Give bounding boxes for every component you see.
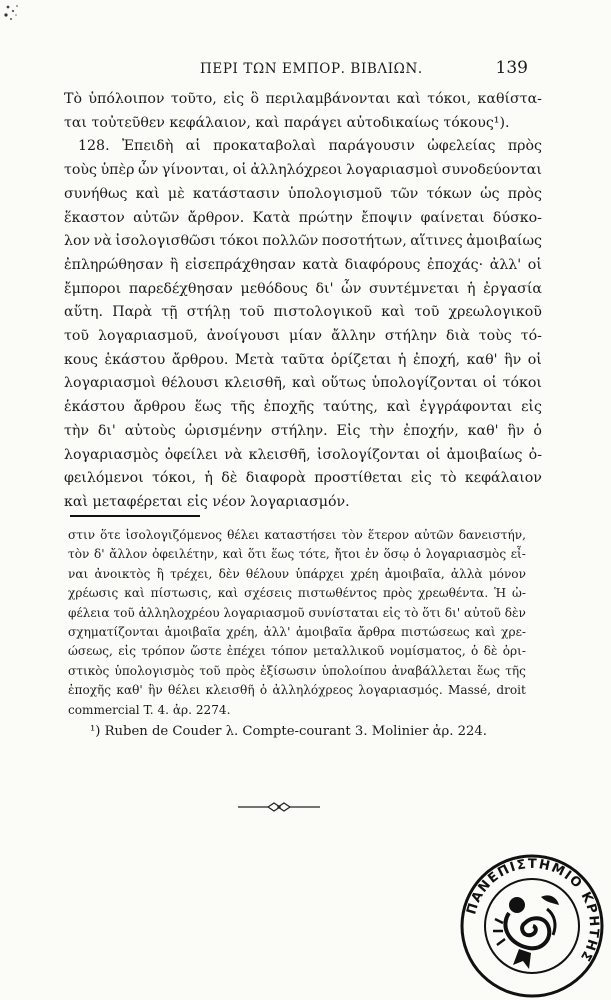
footnote-line: [68, 584, 526, 603]
text-line: [64, 420, 542, 444]
word: τοῦ: [239, 304, 265, 321]
word: Μετὰ: [234, 351, 275, 368]
word: αὐτῶν: [133, 209, 180, 226]
word: κεφάλαιον: [464, 470, 542, 487]
word: διαφορὰ: [245, 470, 306, 487]
word: ἄρθρα: [357, 625, 396, 640]
word: διαφόρους: [344, 256, 421, 273]
word: ὥστε: [190, 644, 222, 659]
word: καὶ: [381, 304, 406, 321]
word: δι': [97, 422, 116, 439]
word: ὡς: [480, 185, 500, 202]
word: τόκοι,: [152, 470, 196, 487]
footnote-line: [68, 642, 526, 661]
word: σχέσεις: [244, 586, 292, 601]
word: αὕτη.: [64, 304, 104, 321]
word: ἐποχή,: [412, 351, 461, 368]
word: εἰς: [382, 605, 401, 620]
word: μεθόδους: [240, 280, 308, 297]
word: λογαριασμοῦ,: [98, 328, 198, 345]
word: ἢ: [169, 256, 179, 273]
footnote-line: [68, 545, 526, 564]
word: καὶ: [217, 586, 239, 601]
word: καταστήσει: [264, 528, 337, 542]
word: ἀνοικτὸς: [94, 566, 151, 581]
word: νομίσματος,: [389, 644, 466, 659]
word: ἀμοιβαῖα: [295, 625, 353, 640]
word: τόκοι: [502, 375, 542, 392]
page-speck-mark: [2, 2, 24, 26]
word: οἱ: [426, 446, 441, 463]
text-line: [64, 372, 542, 396]
word: ἐποχήν,: [403, 422, 459, 439]
word: ὁρι-: [502, 644, 526, 659]
word: δὲ: [221, 470, 238, 487]
word: ὑπάρχει: [295, 566, 345, 581]
word: εἰς: [223, 91, 245, 107]
word: ἀλληλόχρεος: [272, 683, 353, 698]
word: ὅτι: [422, 605, 441, 620]
word: τῶν: [390, 185, 419, 202]
word: ἰσολογιζόμενος: [125, 528, 223, 542]
word: πρὸς: [507, 138, 542, 155]
word: εἰς: [410, 470, 432, 487]
word: φαίνεται: [420, 209, 485, 226]
text-line: [64, 88, 542, 112]
footnote-1: ¹) Ruben de Couder λ. Compte-courant 3. Molinier ἀρ. 224.: [90, 724, 487, 740]
word: κατὰ: [302, 256, 339, 273]
word: χρέωσις: [68, 586, 119, 601]
word: ἐν: [365, 547, 379, 562]
word: πολλῶν: [262, 233, 319, 250]
word: τοῦ: [64, 328, 90, 345]
word: ἀναβάλλεται: [391, 663, 472, 678]
word: οἱ: [482, 375, 498, 392]
word: ταῦτα: [280, 351, 325, 368]
word: ἰσολογίζονται: [316, 446, 421, 463]
word: συντέμνεται: [369, 280, 460, 297]
word: νὰ: [93, 233, 112, 250]
word: ἀμοιβαῖα,: [384, 566, 445, 581]
footnote-rule: [70, 515, 200, 517]
word: τοῦτο,: [170, 91, 217, 107]
word: τόπον: [271, 644, 308, 659]
text-line: [64, 254, 542, 278]
word: λογαριασμοὶ: [346, 162, 439, 179]
word: τοῦ: [199, 663, 221, 678]
word: ἕως: [194, 399, 222, 416]
word: στήλην: [384, 328, 437, 345]
word: Ἡ: [494, 586, 507, 601]
word: συνοδεύονται: [441, 162, 542, 179]
word: πρὸς: [507, 185, 542, 202]
word: χρέη: [350, 566, 379, 581]
word: πιστώσεως: [400, 625, 470, 640]
word: ἣν: [507, 422, 525, 439]
word: μεταλλικοῦ: [312, 644, 385, 659]
svg-text:ΠΑΝΕΠΙΣΤΗΜΙΟ ΚΡΗΤΗΣ: ΠΑΝΕΠΙΣΤΗΜΙΟ ΚΡΗΤΗΣ: [464, 856, 602, 965]
word: ἕως: [271, 547, 295, 562]
word: οἱ: [232, 162, 247, 179]
word: τὸν: [341, 528, 363, 542]
footnotes: [68, 526, 526, 741]
word: ὃ: [250, 91, 260, 107]
word: θέλουσι: [161, 375, 219, 392]
word: ἀνοίγουσι: [206, 328, 280, 345]
word: ἀλλ': [263, 625, 291, 640]
word: τῆς: [230, 399, 255, 416]
word: καθ': [466, 351, 498, 368]
word: ὑπολοίπου: [321, 663, 387, 678]
word: ὑπολογίζονται: [371, 375, 478, 392]
text-line: [64, 183, 542, 207]
word: πίστωσις,: [150, 586, 212, 601]
word: ἐποχάς·: [427, 256, 484, 273]
word: κατάστασιν: [192, 185, 280, 202]
word: κους: [64, 351, 98, 368]
word: καὶ: [135, 185, 160, 202]
word: ὅτε: [100, 528, 121, 542]
footnote-line: [68, 681, 526, 700]
word: φειλόμενοι: [64, 470, 144, 487]
word: τρόπον: [141, 644, 185, 659]
word: ἤτοι: [334, 547, 361, 562]
word: χρε-: [501, 625, 526, 640]
word: ἐξίσωσιν: [260, 663, 317, 678]
text-line: [64, 135, 542, 159]
section-end-ornament: [238, 800, 320, 814]
word: νὰ: [224, 446, 243, 463]
footnote-line: [68, 604, 526, 623]
word: τοὺς: [478, 328, 512, 345]
word: ἀλλ': [489, 256, 522, 273]
word: πιστωθέντος: [297, 586, 378, 601]
word: ἣν: [148, 683, 163, 698]
word: τόκοι,: [427, 91, 472, 107]
word: εἰς: [118, 644, 136, 659]
word: ἡ: [204, 470, 213, 487]
word: τότε,: [298, 547, 330, 562]
word: κλεισθῆ,: [224, 375, 287, 392]
word: Παρὰ: [112, 304, 153, 321]
word: αἵτινες: [410, 233, 463, 250]
word: γίνονται,: [161, 162, 230, 179]
page-number: 139: [495, 58, 528, 78]
word: Κατὰ: [252, 209, 291, 226]
word: ὁ: [259, 683, 268, 698]
word: ἕτερον: [367, 528, 410, 542]
word: μὲ: [167, 185, 185, 202]
word: ἡ: [466, 280, 476, 297]
word: κλεισθῆ,: [248, 446, 311, 463]
word: ἐγγράφονται: [419, 399, 513, 416]
word: ὡρισμένην: [184, 422, 263, 439]
word: προκαταβολαὶ: [213, 138, 317, 155]
word: τῇ: [161, 304, 178, 321]
word: ἀμοιβαίως: [446, 446, 523, 463]
word: ποσοτήτων,: [321, 233, 407, 250]
page-header: [60, 58, 528, 78]
word: ὠφελείας: [427, 138, 496, 155]
word: ἐργασία: [483, 280, 542, 297]
footnote-line: [68, 662, 526, 681]
word: αὐτοὺς: [124, 422, 176, 439]
word: παρεδέχθησαν: [128, 280, 233, 297]
word: στήλην.: [271, 422, 328, 439]
word: φέλεια: [68, 605, 110, 620]
word: στιν: [68, 528, 96, 542]
word: πρὸς: [225, 663, 255, 678]
word: Εἰς: [336, 422, 361, 439]
word: αὐτοῦ: [464, 605, 501, 620]
word: λογαριασμὸς: [425, 547, 507, 562]
word: οὕτως: [321, 375, 367, 392]
word: ὁ: [413, 547, 421, 562]
text-line: [64, 230, 542, 254]
text-line: [64, 325, 542, 349]
word: ἣν: [504, 351, 522, 368]
word: δὲ: [483, 644, 498, 659]
word: συνίσταται: [308, 605, 379, 620]
word: τόκοι: [219, 233, 259, 250]
word: εἶ-: [510, 547, 526, 562]
word: διὰ: [446, 328, 470, 345]
word: ἑκάστου: [104, 351, 166, 368]
word: ἄλλον: [109, 547, 148, 562]
text-line: [64, 207, 542, 231]
word: δι': [444, 605, 461, 620]
word: θέλει: [168, 683, 201, 698]
word: πιστολογικοῦ: [273, 304, 373, 321]
word: τοῦ: [414, 304, 440, 321]
word: μίαν: [289, 328, 323, 345]
word: ἀλλὰ: [450, 566, 483, 581]
word: ἔμποροι: [64, 280, 122, 297]
word: ἐπέχει: [226, 644, 266, 659]
text-line: [64, 301, 542, 325]
word: ταύτης,: [323, 399, 378, 416]
word: ὑπολογισμοῦ: [287, 185, 383, 202]
word: ἀλληλόχρεοι: [250, 162, 343, 179]
word: χρέη,: [226, 625, 259, 640]
word: ἄρθρου.: [171, 351, 229, 368]
running-title: ΠΕΡΙ ΤΩΝ ΕΜΠΟΡ. ΒΙΒΛΙΩΝ.: [200, 61, 423, 77]
word: ἐποχῆς: [68, 683, 112, 698]
text-line: [64, 467, 542, 491]
university-stamp: [459, 853, 605, 999]
word: τὸν: [68, 547, 90, 562]
word: οἱ: [527, 351, 542, 368]
word: καὶ: [386, 399, 411, 416]
word: καὶ: [396, 91, 421, 107]
word: ὑπὲρ: [100, 162, 135, 179]
word: λογαριασμός.: [358, 683, 443, 698]
word: ἢ: [156, 566, 164, 581]
text-line: [64, 349, 542, 373]
word: ὁρίζεται: [330, 351, 392, 368]
word: δὲν: [218, 566, 240, 581]
word: τό-: [520, 328, 542, 345]
word: ὑπόλοιπον: [88, 91, 165, 107]
word: ἄρθρον.: [187, 209, 245, 226]
word: Ἐπειδὴ: [121, 138, 174, 155]
word: ἔποψιν: [361, 209, 413, 226]
word: ἕκαστον: [64, 209, 125, 226]
word: ὅτι: [247, 547, 267, 562]
word: τῆς: [505, 663, 526, 678]
word: καὶ: [475, 625, 496, 640]
word: ὑπολογισμὸς: [114, 663, 195, 678]
word: ὀ-: [528, 446, 542, 463]
word: ναι: [68, 566, 89, 581]
word: τὸ: [404, 605, 419, 620]
word: ἡ: [397, 351, 407, 368]
word: οἱ: [527, 256, 542, 273]
word: πρὸς: [382, 586, 413, 601]
word: μόνον: [488, 566, 526, 581]
word: ὧν: [341, 280, 362, 297]
word: ἕως: [476, 663, 501, 678]
word: τὴν: [64, 422, 89, 439]
word: τρέχει,: [170, 566, 213, 581]
word: κλεισθῆ: [205, 683, 255, 698]
word: λον: [64, 233, 91, 250]
word: αὐτῶν: [414, 528, 454, 542]
word: δι': [315, 280, 334, 297]
word: δύσκο-: [492, 209, 542, 226]
word: καὶ: [124, 586, 145, 601]
word: droit: [496, 683, 526, 698]
word: λογαριασμοῦ: [223, 605, 305, 620]
word: καθίστα-: [477, 91, 542, 107]
text-line: καὶ μεταφέρεται εἰς νέον λογαριασμόν.: [64, 493, 350, 510]
word: ώσεως,: [68, 644, 113, 659]
footnote-line: [68, 565, 526, 584]
footnote-line: [68, 526, 526, 545]
footnote-line: [68, 623, 526, 642]
word: ἐποχῆς: [263, 399, 315, 416]
word: καὶ: [291, 375, 316, 392]
word: συνήθως: [64, 185, 128, 202]
word: ἀμοιβαίως: [466, 233, 542, 250]
text-line: [64, 444, 542, 468]
word: Massé,: [448, 683, 492, 698]
word: χρεωθέντα.: [418, 586, 489, 601]
word: στικὸς: [68, 663, 110, 678]
word: ὠ-: [512, 586, 526, 601]
word: Τὸ: [64, 91, 83, 107]
word: θέλουν: [245, 566, 290, 581]
word: ἀμοιβαῖα: [164, 625, 221, 640]
word: ἰσολογισθῶσι: [115, 233, 216, 250]
word: τόκων: [426, 185, 472, 202]
word: τοῦ: [113, 605, 135, 620]
text-line: [64, 278, 542, 302]
main-text: [64, 88, 542, 515]
word: ἄρθρου: [133, 399, 186, 416]
word: ὅσῳ: [383, 547, 409, 562]
word: ὧν: [138, 162, 159, 179]
word: καθ': [467, 422, 499, 439]
word: δὲν: [504, 605, 526, 620]
text-line: ται τοὐτεῦθεν κεφάλαιον, καὶ παράγει αὐτοδικαίως τόκους¹).: [64, 114, 510, 131]
word: εἰσεπράχθησαν: [184, 256, 296, 273]
word: ὀφείλει: [164, 446, 218, 463]
word: πρώτην: [298, 209, 353, 226]
word: ἄλλην: [331, 328, 376, 345]
word: αἱ: [185, 138, 201, 155]
word: στήλῃ: [186, 304, 231, 321]
word: προστίθεται: [314, 470, 403, 487]
word: θέλει: [227, 528, 260, 542]
word: ὁ: [533, 422, 542, 439]
word: παράγουσιν: [328, 138, 415, 155]
word: εἰς: [521, 399, 542, 416]
word: καθ': [116, 683, 143, 698]
footnote-line: commercial T. 4. ἀρ. 2274.: [68, 702, 231, 717]
word: καὶ: [222, 547, 244, 562]
word: σχηματίζονται: [68, 625, 160, 640]
word: τοὺς: [64, 162, 97, 179]
word: περιλαμβάνονται: [265, 91, 391, 107]
text-line: [64, 396, 542, 420]
word: ἑκάστου: [64, 399, 125, 416]
word: ἐπληρώθησαν: [64, 256, 164, 273]
word: λογαριασμοὶ: [64, 375, 157, 392]
word: δανειστήν,: [458, 528, 526, 542]
word: ἀλληλοχρέου: [138, 605, 220, 620]
word: λογαριασμὸς: [64, 446, 159, 463]
word: τὴν: [369, 422, 395, 439]
text-line: [64, 159, 542, 183]
word: ὁ: [471, 644, 479, 659]
word: ὀφειλέτην,: [152, 547, 218, 562]
word: δ': [94, 547, 105, 562]
word: χρεωλογικοῦ: [448, 304, 542, 321]
word: 128.: [78, 138, 110, 155]
word: τὸ: [440, 470, 457, 487]
